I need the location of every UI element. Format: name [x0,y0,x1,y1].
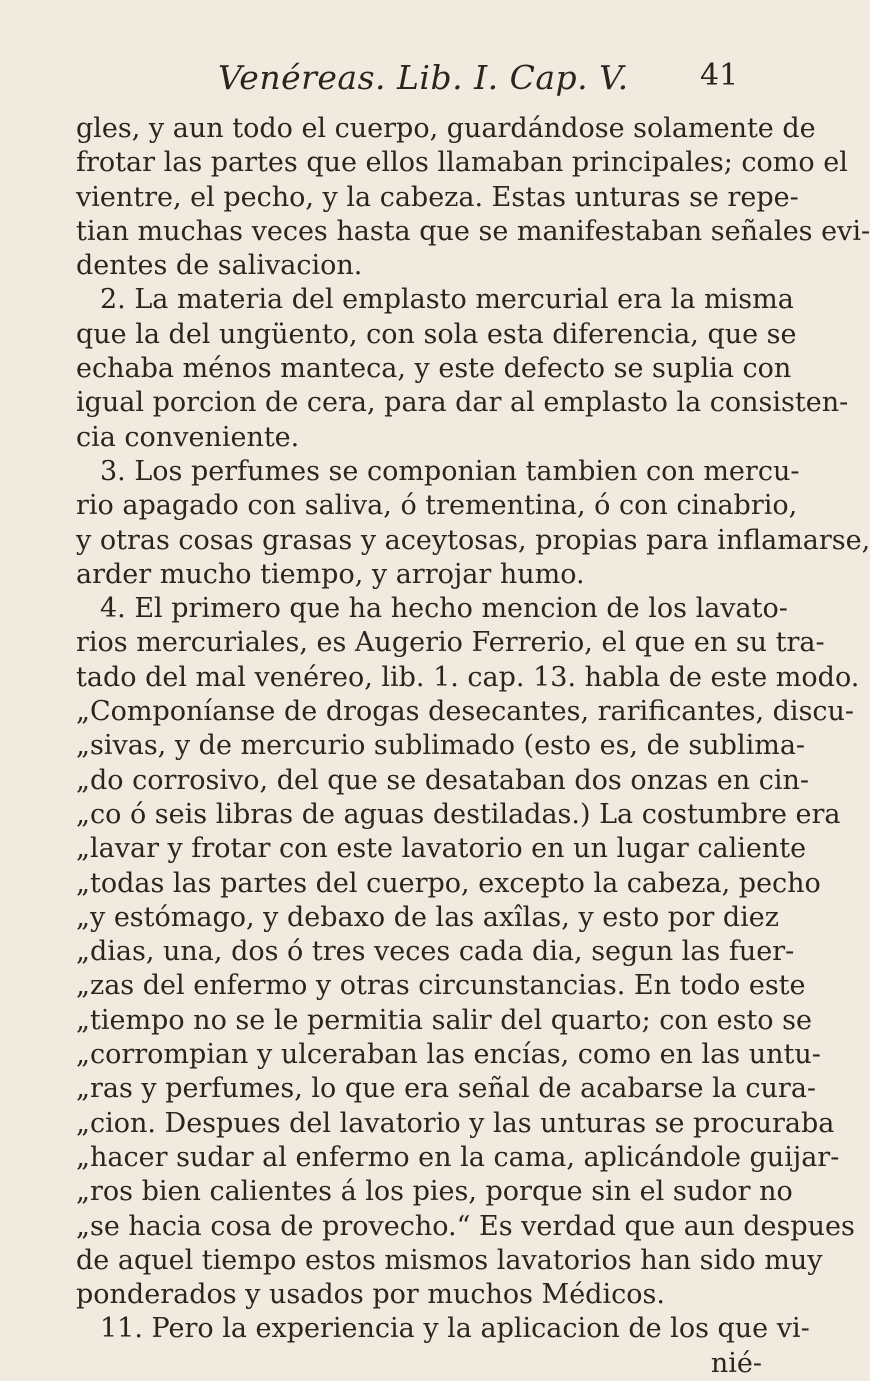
text-line: dentes de salivacion. [76,250,363,282]
quoted-line: „lavar y frotar con este lavatorio en un lugar caliente [76,833,807,865]
body-text [76,112,870,1381]
quoted-line: „Componíanse de drogas desecantes, rarificantes, discu- [76,696,855,728]
quoted-line: „ros bien calientes á los pies, porque sin el sudor no [76,1176,793,1208]
text-line: que la del ungüento, con sola esta diferencia, que se [76,318,797,350]
text-line: igual porcion de cera, para dar al emplasto la consisten- [76,387,849,419]
paragraph-start-line: 2. La materia del emplasto mercurial era la misma [100,284,794,316]
catchword: nié- [710,1347,762,1379]
quoted-line: „hacer sudar al enfermo en la cama, aplicándole guijar- [76,1141,840,1173]
text-line: ponderados y usados por muchos Médicos. [76,1279,665,1311]
quoted-line: „dias, una, dos ó tres veces cada dia, segun las fuer- [76,936,795,968]
text-line: de aquel tiempo estos mismos lavatorios han sido muy [76,1244,823,1276]
quoted-line: „corrompian y ulceraban las encías, como en las untu- [76,1039,821,1071]
quoted-line: „y estómago, y debaxo de las axîlas, y esto por diez [76,901,779,933]
quoted-line: „todas las partes del cuerpo, excepto la cabeza, pecho [76,867,821,899]
paragraph-start-line: 11. Pero la experiencia y la aplicacion de los que vi- [100,1313,810,1345]
text-line: echaba ménos manteca, y este defecto se suplia con [76,353,792,385]
text-line: y otras cosas grasas y aceytosas, propias para inflamarse, [76,524,870,556]
quoted-line: „se hacia cosa de provecho.“ Es verdad que aun despues [76,1210,855,1242]
text-line: tado del mal venéreo, lib. 1. cap. 13. habla de este modo. [76,661,860,693]
quoted-line: „tiempo no se le permitia salir del quarto; con esto se [76,1004,812,1036]
text-line: vientre, el pecho, y la cabeza. Estas unturas se repe- [76,181,799,213]
paragraph-start-line: 3. Los perfumes se componian tambien con mercu- [100,455,800,487]
quoted-line: „zas del enfermo y otras circunstancias. En todo este [76,970,806,1002]
quoted-line: „cion. Despues del lavatorio y las unturas se procuraba [76,1107,835,1139]
running-head [0,58,800,98]
page-number: 41 [700,58,739,93]
paragraph-start-line: 4. El primero que ha hecho mencion de los lavato- [100,593,788,625]
quoted-line: „do corrosivo, del que se desataban dos onzas en cin- [76,764,809,796]
text-line: rio apagado con saliva, ó trementina, ó con cinabrio, [76,490,798,522]
text-line: cia conveniente. [76,421,300,453]
quoted-line: „co ó seis libras de aguas destiladas.) La costumbre era [76,798,841,830]
quoted-line: „ras y perfumes, lo que era señal de acabarse la cura- [76,1073,817,1105]
running-head-title: Venéreas. Lib. I. Cap. V. [218,58,629,97]
quoted-line: „sivas, y de mercurio sublimado (esto es, de sublima- [76,730,806,762]
text-line: gles, y aun todo el cuerpo, guardándose solamente de [76,113,816,144]
text-line: arder mucho tiempo, y arrojar humo. [76,558,585,590]
text-line: tian muchas veces hasta que se manifestaban señales evi- [76,215,870,247]
text-line: rios mercuriales, es Augerio Ferrerio, el que en su tra- [76,627,825,659]
text-line: frotar las partes que ellos llamaban principales; como el [76,147,848,179]
